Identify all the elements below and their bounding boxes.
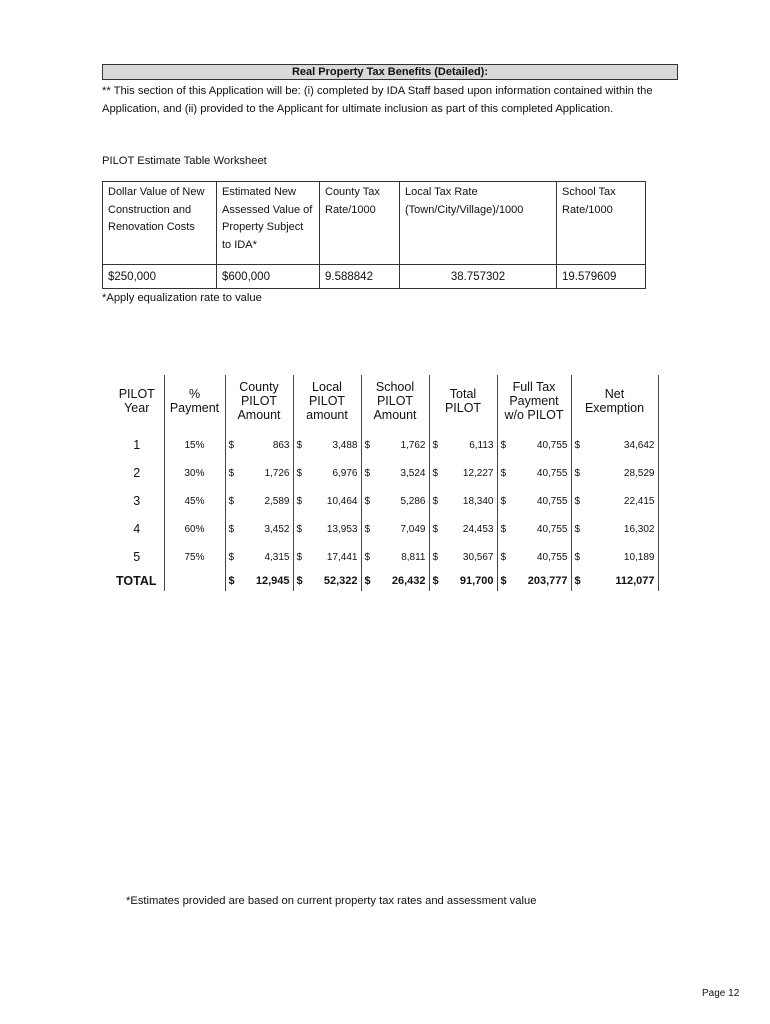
amount: 3,488 bbox=[332, 439, 358, 451]
total-cell bbox=[429, 515, 497, 543]
county-cell bbox=[225, 427, 293, 459]
value-assessed-value: $600,000 bbox=[217, 265, 320, 289]
local-cell bbox=[293, 515, 361, 543]
currency-symbol: $ bbox=[500, 439, 507, 451]
estimates-footnote: *Estimates provided are based on current property tax rates and assessment value bbox=[126, 895, 537, 907]
value-local-rate: 38.757302 bbox=[400, 265, 557, 289]
net-cell bbox=[571, 487, 658, 515]
pilot-row bbox=[110, 543, 658, 571]
worksheet-header-row bbox=[103, 182, 646, 265]
total-cell bbox=[429, 487, 497, 515]
pilot-schedule-table bbox=[110, 375, 659, 591]
amount: 34,642 bbox=[623, 439, 655, 451]
pilot-year-cell: 4 bbox=[110, 515, 164, 543]
school-cell bbox=[361, 459, 429, 487]
currency-symbol: $ bbox=[296, 523, 303, 535]
amount: 7,049 bbox=[400, 523, 426, 535]
total-net-cell bbox=[571, 571, 658, 591]
currency-symbol: $ bbox=[500, 467, 507, 479]
amount: 40,755 bbox=[536, 439, 568, 451]
amount: 6,113 bbox=[469, 439, 494, 451]
school-cell bbox=[361, 487, 429, 515]
currency-symbol: $ bbox=[364, 495, 371, 507]
total-total-cell bbox=[429, 571, 497, 591]
page-number: Page 12 bbox=[702, 988, 740, 999]
total-school-cell bbox=[361, 571, 429, 591]
local-cell bbox=[293, 487, 361, 515]
currency-symbol: $ bbox=[296, 551, 303, 563]
currency-symbol: $ bbox=[432, 551, 439, 563]
payment-percent-cell: 30% bbox=[164, 459, 225, 487]
payment-percent-cell: 60% bbox=[164, 515, 225, 543]
currency-symbol: $ bbox=[228, 551, 235, 563]
amount: 16,302 bbox=[623, 523, 655, 535]
amount: 1,762 bbox=[400, 439, 426, 451]
currency-symbol: $ bbox=[364, 551, 371, 563]
worksheet-title: PILOT Estimate Table Worksheet bbox=[102, 155, 267, 167]
net-cell bbox=[571, 543, 658, 571]
amount: 6,976 bbox=[332, 467, 358, 479]
full-tax-cell bbox=[497, 487, 571, 515]
payment-percent-cell: 75% bbox=[164, 543, 225, 571]
net-cell bbox=[571, 427, 658, 459]
amount: 30,567 bbox=[462, 551, 494, 563]
currency-symbol: $ bbox=[296, 467, 303, 479]
amount: 8,811 bbox=[401, 551, 426, 563]
county-cell bbox=[225, 543, 293, 571]
amount: 10,189 bbox=[623, 551, 655, 563]
amount: 24,453 bbox=[462, 523, 494, 535]
amount: 112,077 bbox=[615, 575, 655, 587]
pilot-year-cell: 5 bbox=[110, 543, 164, 571]
pilot-table-body bbox=[110, 427, 658, 591]
total-cell bbox=[429, 543, 497, 571]
header-dollar-value: Dollar Value of New Construction and Renovation Costs bbox=[103, 182, 217, 265]
amount: 91,700 bbox=[459, 575, 494, 587]
currency-symbol: $ bbox=[500, 551, 507, 563]
currency-symbol: $ bbox=[574, 439, 581, 451]
currency-symbol: $ bbox=[296, 495, 303, 507]
currency-symbol: $ bbox=[364, 467, 371, 479]
pilot-row bbox=[110, 427, 658, 459]
amount: 863 bbox=[272, 439, 290, 451]
amount: 40,755 bbox=[536, 467, 568, 479]
school-cell bbox=[361, 543, 429, 571]
currency-symbol: $ bbox=[296, 439, 303, 451]
pilot-header-row bbox=[110, 375, 658, 427]
currency-symbol: $ bbox=[228, 575, 235, 587]
pilot-estimate-worksheet-table bbox=[102, 181, 646, 289]
amount: 5,286 bbox=[400, 495, 426, 507]
county-cell bbox=[225, 515, 293, 543]
pilot-total-row bbox=[110, 571, 658, 591]
amount: 28,529 bbox=[623, 467, 655, 479]
currency-symbol: $ bbox=[228, 523, 235, 535]
currency-symbol: $ bbox=[432, 439, 439, 451]
full-tax-cell bbox=[497, 515, 571, 543]
amount: 10,464 bbox=[326, 495, 358, 507]
currency-symbol: $ bbox=[296, 575, 303, 587]
pilot-row bbox=[110, 487, 658, 515]
value-dollar-value: $250,000 bbox=[103, 265, 217, 289]
value-school-rate: 19.579609 bbox=[557, 265, 646, 289]
currency-symbol: $ bbox=[500, 495, 507, 507]
equalization-note: *Apply equalization rate to value bbox=[102, 292, 262, 304]
payment-percent-cell: 45% bbox=[164, 487, 225, 515]
header-payment-percent: % Payment bbox=[164, 375, 225, 427]
total-cell bbox=[429, 427, 497, 459]
amount: 1,726 bbox=[264, 467, 290, 479]
amount: 12,227 bbox=[462, 467, 494, 479]
school-cell bbox=[361, 515, 429, 543]
amount: 3,524 bbox=[400, 467, 426, 479]
header-total-pilot: Total PILOT bbox=[429, 375, 497, 427]
pilot-row bbox=[110, 459, 658, 487]
currency-symbol: $ bbox=[228, 467, 235, 479]
total-local-cell bbox=[293, 571, 361, 591]
total-county-cell bbox=[225, 571, 293, 591]
header-full-tax: Full Tax Payment w/o PILOT bbox=[497, 375, 571, 427]
amount: 52,322 bbox=[323, 575, 358, 587]
amount: 2,589 bbox=[264, 495, 290, 507]
currency-symbol: $ bbox=[228, 495, 235, 507]
amount: 40,755 bbox=[536, 523, 568, 535]
header-pilot-year: PILOT Year bbox=[110, 375, 164, 427]
amount: 203,777 bbox=[527, 575, 568, 587]
total-label: TOTAL bbox=[110, 571, 164, 591]
amount: 22,415 bbox=[623, 495, 655, 507]
county-cell bbox=[225, 459, 293, 487]
currency-symbol: $ bbox=[432, 495, 439, 507]
currency-symbol: $ bbox=[574, 495, 581, 507]
worksheet-value-row bbox=[103, 265, 646, 289]
header-school-pilot: School PILOT Amount bbox=[361, 375, 429, 427]
currency-symbol: $ bbox=[228, 439, 235, 451]
amount: 26,432 bbox=[391, 575, 426, 587]
pilot-year-cell: 1 bbox=[110, 427, 164, 459]
header-school-rate: School Tax Rate/1000 bbox=[557, 182, 646, 265]
net-cell bbox=[571, 459, 658, 487]
currency-symbol: $ bbox=[500, 575, 507, 587]
value-county-rate: 9.588842 bbox=[320, 265, 400, 289]
header-local-rate: Local Tax Rate (Town/City/Village)/1000 bbox=[400, 182, 557, 265]
currency-symbol: $ bbox=[574, 575, 581, 587]
header-net-exemption: Net Exemption bbox=[571, 375, 658, 427]
currency-symbol: $ bbox=[574, 467, 581, 479]
currency-symbol: $ bbox=[432, 575, 439, 587]
currency-symbol: $ bbox=[500, 523, 507, 535]
local-cell bbox=[293, 459, 361, 487]
amount: 3,452 bbox=[264, 523, 290, 535]
full-tax-cell bbox=[497, 543, 571, 571]
school-cell bbox=[361, 427, 429, 459]
currency-symbol: $ bbox=[364, 439, 371, 451]
header-county-rate: County Tax Rate/1000 bbox=[320, 182, 400, 265]
header-assessed-value: Estimated New Assessed Value of Property Subject to IDA* bbox=[217, 182, 320, 265]
currency-symbol: $ bbox=[364, 523, 371, 535]
header-local-pilot: Local PILOT amount bbox=[293, 375, 361, 427]
county-cell bbox=[225, 487, 293, 515]
amount: 40,755 bbox=[536, 495, 568, 507]
total-payment-empty bbox=[164, 571, 225, 591]
amount: 12,945 bbox=[255, 575, 290, 587]
full-tax-cell bbox=[497, 427, 571, 459]
pilot-year-cell: 2 bbox=[110, 459, 164, 487]
amount: 40,755 bbox=[536, 551, 568, 563]
local-cell bbox=[293, 543, 361, 571]
currency-symbol: $ bbox=[432, 467, 439, 479]
currency-symbol: $ bbox=[432, 523, 439, 535]
pilot-year-cell: 3 bbox=[110, 487, 164, 515]
section-header: Real Property Tax Benefits (Detailed): bbox=[102, 64, 678, 80]
amount: 17,441 bbox=[326, 551, 358, 563]
net-cell bbox=[571, 515, 658, 543]
payment-percent-cell: 15% bbox=[164, 427, 225, 459]
currency-symbol: $ bbox=[364, 575, 371, 587]
local-cell bbox=[293, 427, 361, 459]
total-cell bbox=[429, 459, 497, 487]
currency-symbol: $ bbox=[574, 523, 581, 535]
full-tax-cell bbox=[497, 459, 571, 487]
intro-text: ** This section of this Application will be: (i) completed by IDA Staff based upon information contained within the Application, and (ii) provided to the Applicant for ultimate inclusion as part of this completed Application. bbox=[102, 85, 653, 115]
currency-symbol: $ bbox=[574, 551, 581, 563]
total-full-tax-cell bbox=[497, 571, 571, 591]
amount: 18,340 bbox=[462, 495, 494, 507]
amount: 4,315 bbox=[264, 551, 290, 563]
amount: 13,953 bbox=[326, 523, 358, 535]
pilot-row bbox=[110, 515, 658, 543]
header-county-pilot: County PILOT Amount bbox=[225, 375, 293, 427]
